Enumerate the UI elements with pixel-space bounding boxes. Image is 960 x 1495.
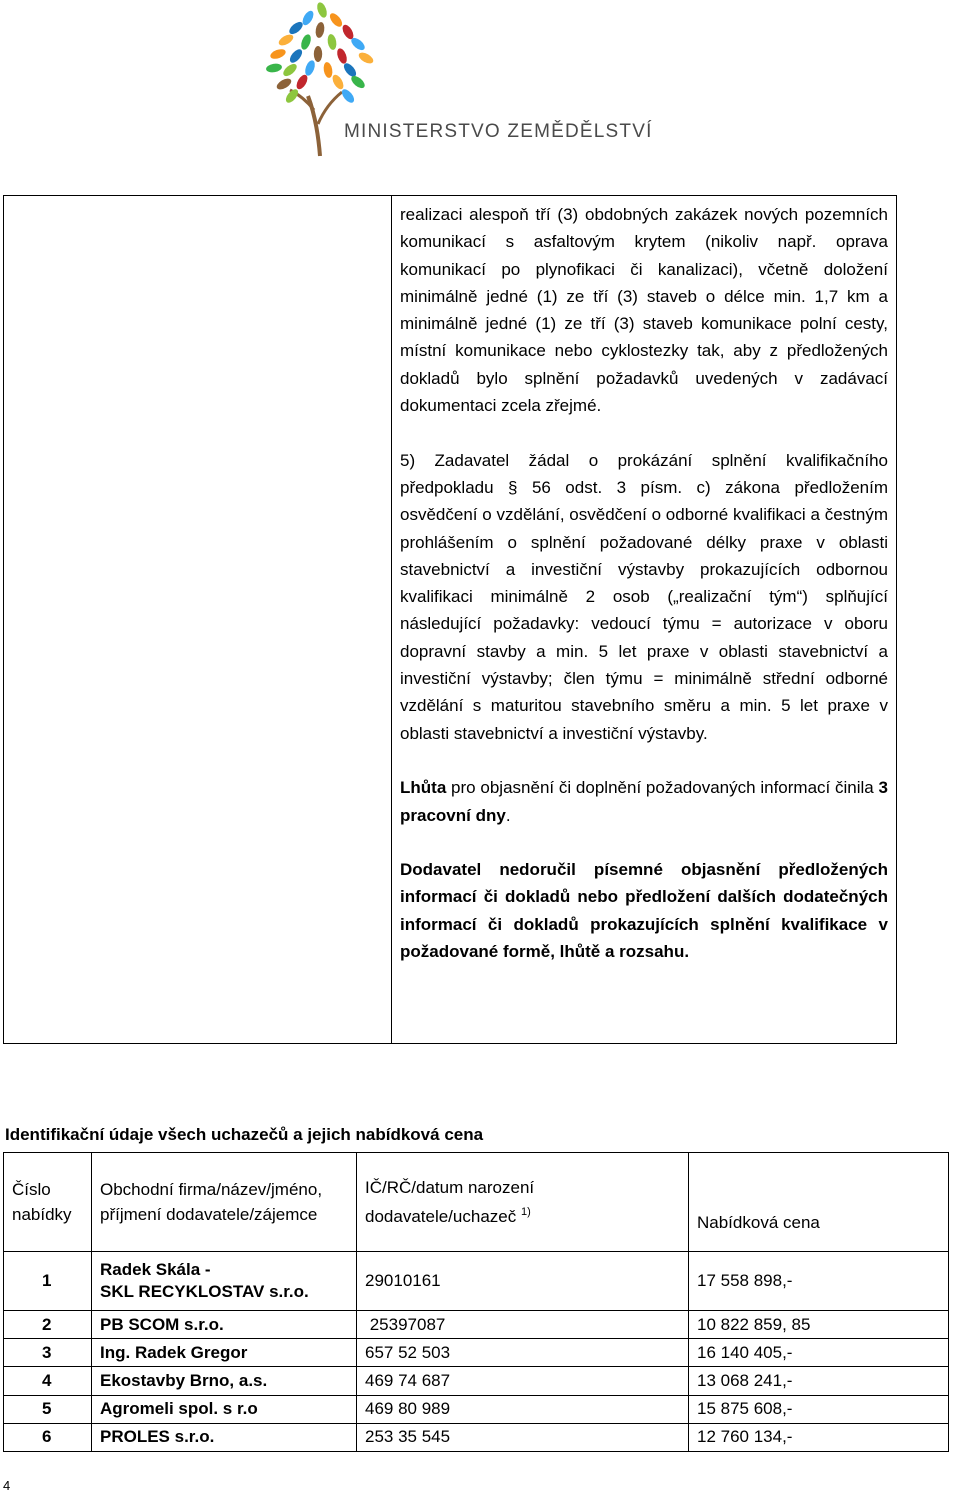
table-row	[4, 1395, 949, 1423]
leaf-shape	[281, 62, 299, 79]
offer-number: 6	[4, 1423, 92, 1451]
bids-table	[3, 1152, 949, 1452]
leaf-shape	[303, 59, 316, 77]
company-id: 253 35 545	[357, 1423, 689, 1451]
leaf-shape	[269, 47, 287, 60]
leaf-shape	[275, 76, 293, 91]
leaf-shape	[294, 73, 309, 91]
leaf-shape	[335, 47, 348, 65]
table-row	[4, 1367, 949, 1395]
offer-price: 16 140 405,-	[689, 1339, 949, 1367]
company-id: 29010161	[357, 1252, 689, 1311]
offer-price: 15 875 608,-	[689, 1395, 949, 1423]
header-company-name: Obchodní firma/název/jméno, příjmení dodavatele/zájemce	[92, 1153, 357, 1252]
leaf-shape	[340, 87, 357, 105]
leaf-shape	[288, 47, 305, 65]
offer-price: 17 558 898,-	[689, 1252, 949, 1311]
criteria-paragraph-2: 5) Zadavatel žádal o prokázání splnění kvalifikačního předpokladu § 56 odst. 3 písm. c) zákona předložením osvědčení o vzdělání, osvědčení o odborné kvalifikaci a čestným prohlášením o splnění požadované délky praxe v oblasti stavebnictví a investiční výstavby prokazujících odbornou kvalifikaci minimálně 2 osob („realizační tým“) splňující následující požadavky: vedoucí týmu = autorizace v oboru dopravní stavby a min. 5 let praxe v oblasti stavebnictví a investiční výstavby; člen týmu = minimálně střední odborné vzdělání s maturitou stavebního směru a min. 5 let praxe v oblasti stavebnictví a investiční výstavby.	[400, 450, 888, 743]
leaf-shape	[314, 21, 325, 38]
company-id: 469 74 687	[357, 1367, 689, 1395]
leaf-shape	[326, 33, 337, 50]
leaf-shape	[330, 73, 345, 91]
deadline-paragraph	[400, 774, 888, 829]
company-id: 657 52 503	[357, 1339, 689, 1367]
table-row	[4, 1423, 949, 1451]
table-header-row	[4, 1153, 949, 1252]
table-row	[4, 1339, 949, 1367]
section-heading: Identifikační údaje všech uchazečů a jejich nabídková cena	[5, 1125, 484, 1144]
supplier-statement: Dodavatel nedoručil písemné objasnění předložených informací či dokladů nebo předložení dalších dodatečných informací či dokladů prokazujících splnění kvalifikace v požadované formě, lhůtě a rozsahu.	[400, 860, 888, 962]
header-id-number: IČ/RČ/datum narození dodavatele/uchazeč $^{1)}$	[357, 1153, 689, 1252]
header-price: Nabídková cena	[689, 1153, 949, 1252]
offer-price: 12 760 134,-	[689, 1423, 949, 1451]
leaf-shape	[328, 11, 345, 29]
company-name: PROLES s.r.o.	[92, 1423, 357, 1451]
header-offer-number: Číslo nabídky	[4, 1153, 92, 1252]
criteria-paragraph-1: realizaci alespoň tří (3) obdobných zakázek nových pozemních komunikací s asfaltovým krytem (nikoliv např. oprava komunikací po plynofikaci či kanalizaci), včetně doložení minimálně jedné (1) ze tří (3) staveb o délce min. 1,7 km a minimálně jedné (1) ze tří (3) staveb komunikace polní cesty, místní komunikace nebo cyklostezky tak, aby z předložených dokladů bylo splnění požadavků uvedených v zadávací dokumentaci zcela zřejmé.	[400, 205, 888, 416]
company-id: 469 80 989	[357, 1395, 689, 1423]
offer-number: 4	[4, 1367, 92, 1395]
company-id: 25397087	[357, 1311, 689, 1339]
offer-price: 13 068 241,-	[689, 1367, 949, 1395]
leaf-shape	[314, 46, 322, 62]
leaf-shape	[322, 61, 333, 78]
deadline-label: Lhůta	[400, 778, 447, 798]
criteria-label-cell	[4, 196, 392, 1043]
company-name: Ing. Radek Gregor	[92, 1339, 357, 1367]
offer-price: 10 822 859, 85	[689, 1311, 949, 1339]
offer-number: 3	[4, 1339, 92, 1367]
ministry-name: MINISTERSTVO ZEMĚDĚLSTVÍ	[344, 121, 653, 142]
offer-number: 2	[4, 1311, 92, 1339]
footnote-marker: 1)	[520, 1206, 531, 1218]
table-row	[4, 1252, 949, 1311]
page-number: 4	[3, 1478, 11, 1493]
company-name: PB SCOM s.r.o.	[92, 1311, 357, 1339]
offer-number: 1	[4, 1252, 92, 1311]
offer-number: 5	[4, 1395, 92, 1423]
leaf-shape	[265, 62, 282, 73]
deadline-end: .	[505, 805, 511, 825]
leaf-shape	[287, 20, 305, 37]
leaf-shape	[277, 32, 295, 47]
company-name: Radek Skála - SKL RECYKLOSTAV s.r.o.	[92, 1252, 357, 1311]
company-name: Agromeli spol. s r.o	[92, 1395, 357, 1423]
ministry-logo	[262, 0, 653, 158]
leaf-shape	[315, 1, 328, 19]
leaf-shape	[299, 33, 312, 51]
criteria-table	[3, 195, 897, 1044]
leaf-shape	[357, 50, 375, 65]
deadline-text: pro objasnění či doplnění požadovaných informací činila	[446, 778, 879, 798]
deadline-value: 3 pracovní dny	[400, 778, 888, 825]
company-name: Ekostavby Brno, a.s.	[92, 1367, 357, 1395]
table-row	[4, 1311, 949, 1339]
criteria-text-cell	[400, 201, 888, 965]
